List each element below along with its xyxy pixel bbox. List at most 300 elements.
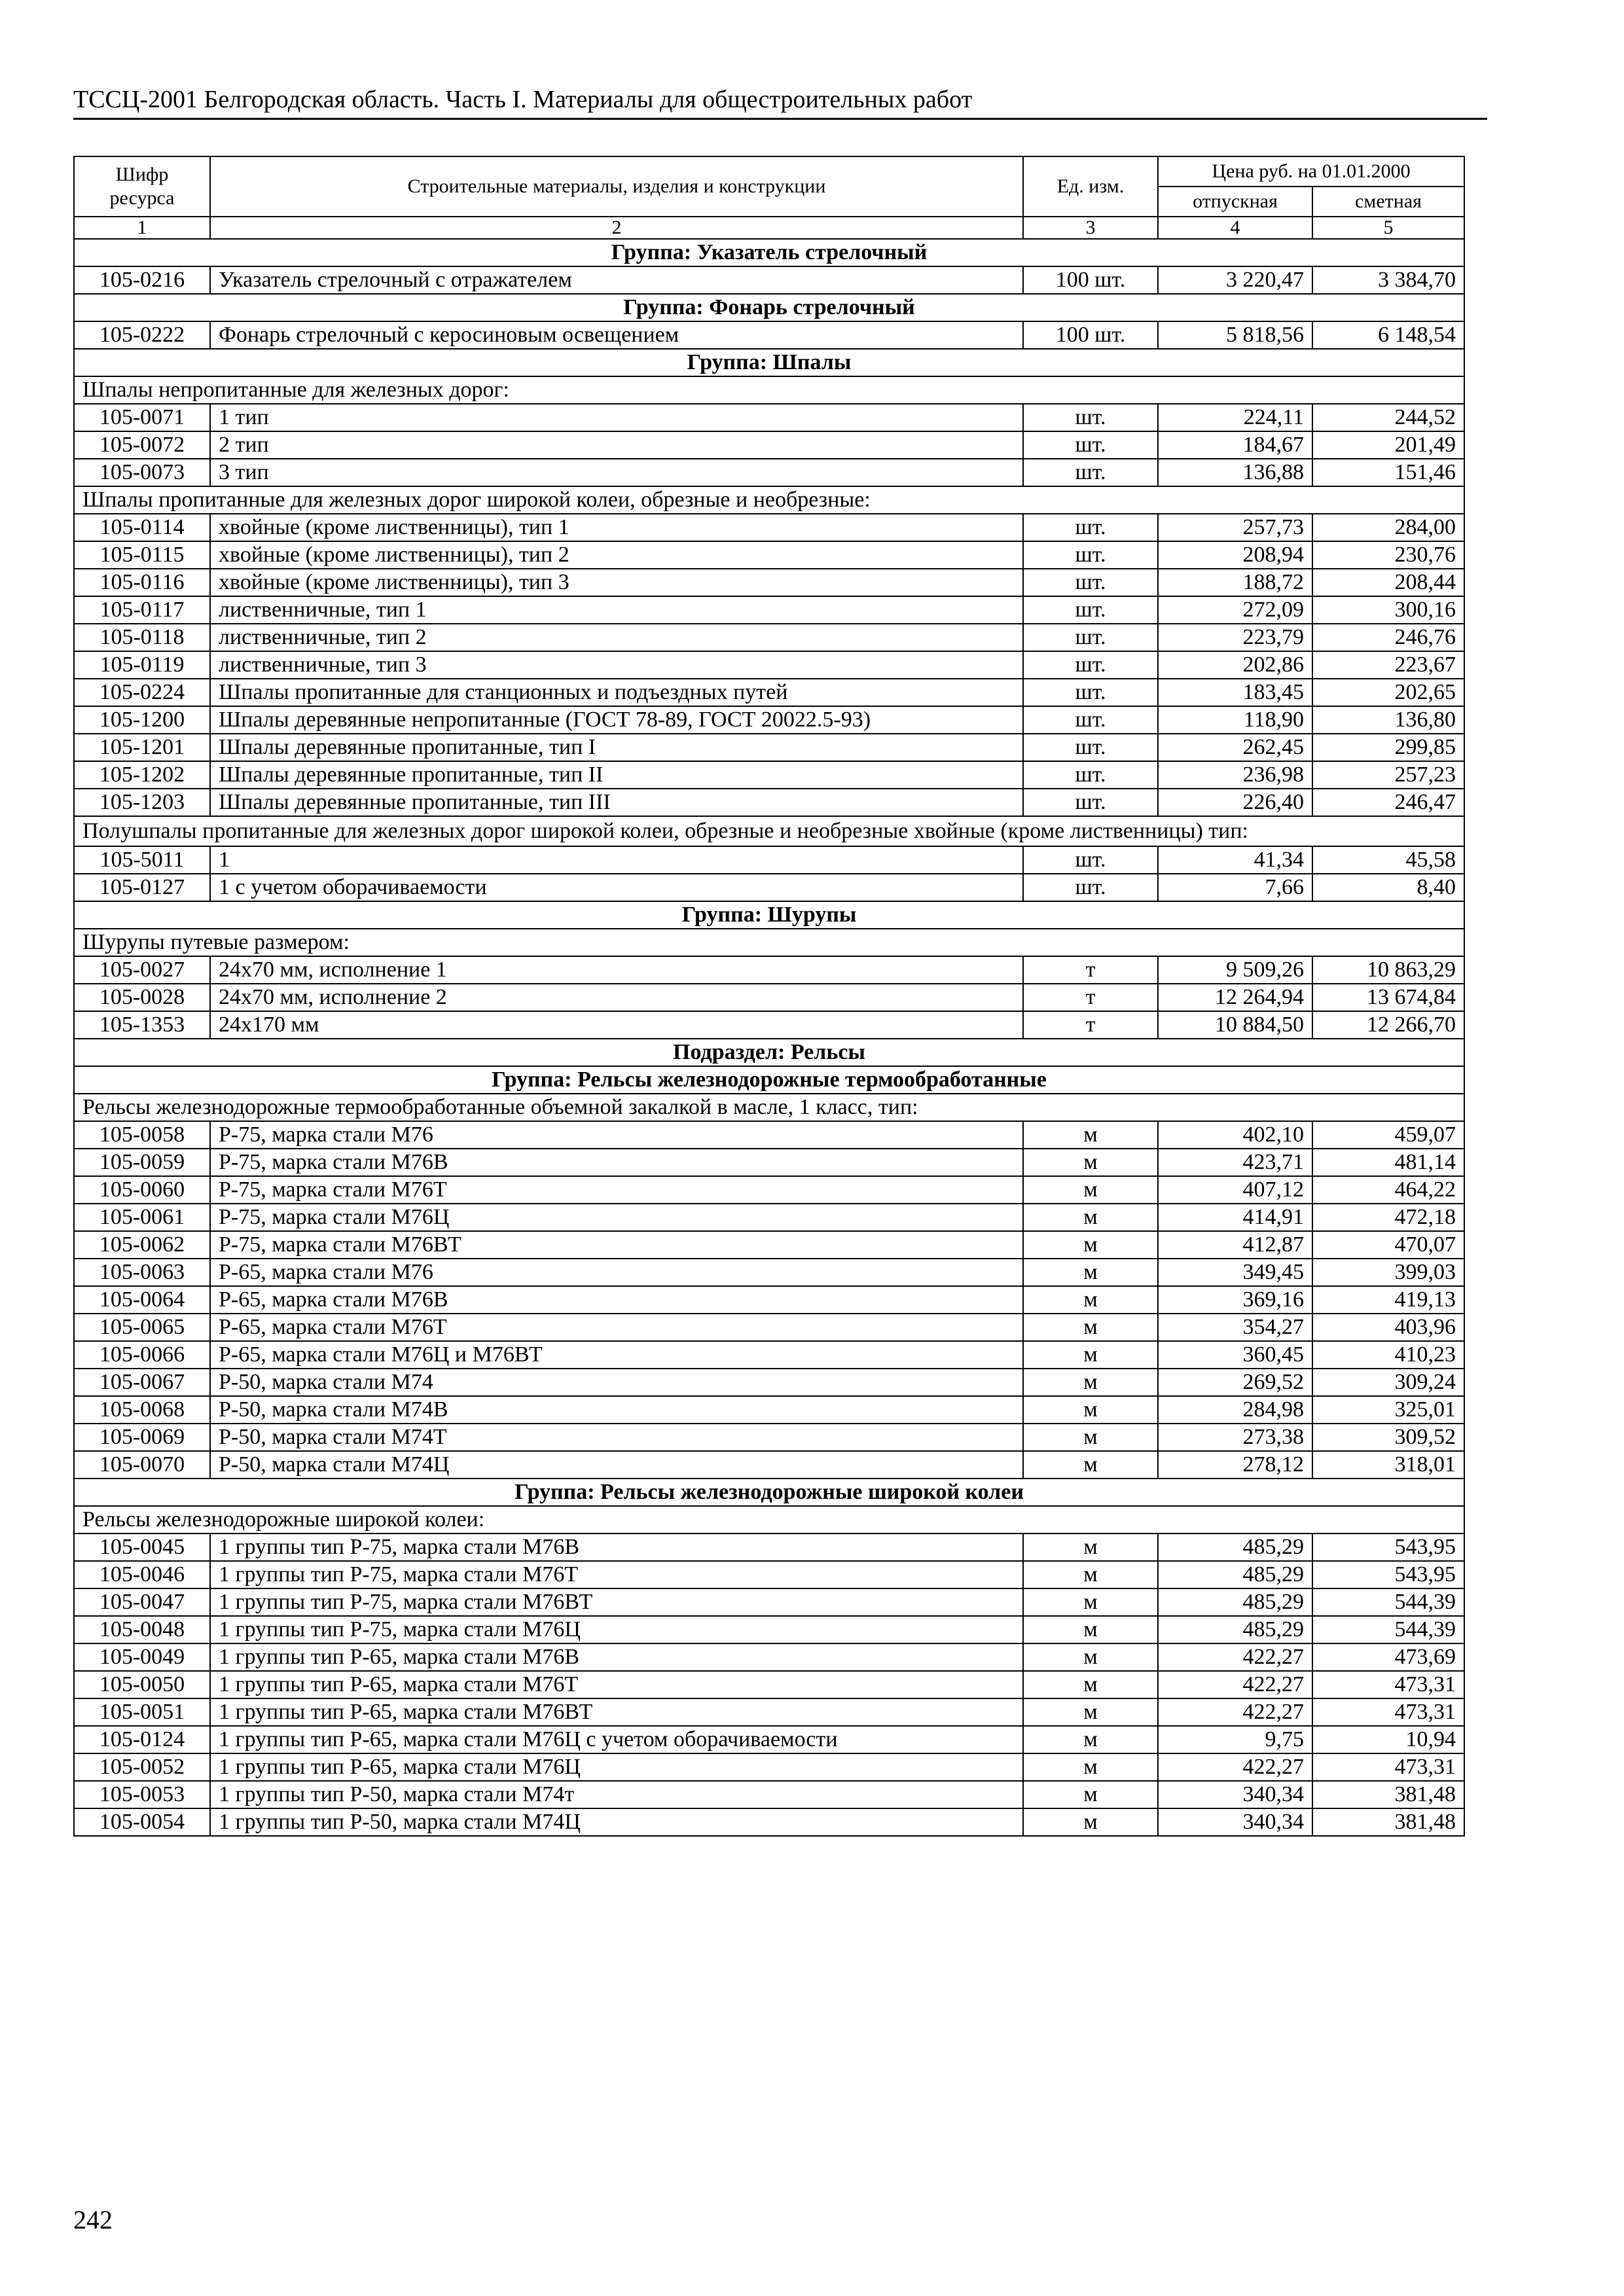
- price-release: 136,88: [1158, 459, 1312, 486]
- table-row: [74, 1588, 1464, 1616]
- header-price-estimate: сметная: [1312, 187, 1464, 217]
- resource-code: 105-0049: [74, 1643, 210, 1671]
- resource-code: 105-0065: [74, 1314, 210, 1341]
- material-name: Р-50, марка стали М74Ц: [210, 1451, 1023, 1479]
- resource-code: 105-0028: [74, 984, 210, 1011]
- price-release: 10 884,50: [1158, 1011, 1312, 1039]
- table-row: [74, 514, 1464, 541]
- material-name: 1 группы тип Р-65, марка стали М76ВТ: [210, 1698, 1023, 1726]
- material-name: 1 группы тип Р-50, марка стали М74Ц: [210, 1808, 1023, 1836]
- table-row: [74, 1121, 1464, 1149]
- price-release: 202,86: [1158, 651, 1312, 679]
- price-release: 269,52: [1158, 1369, 1312, 1396]
- price-estimate: 3 384,70: [1312, 266, 1464, 294]
- unit-of-measure: м: [1023, 1588, 1158, 1616]
- material-name: Фонарь стрелочный с керосиновым освещением: [210, 321, 1023, 349]
- price-estimate: 309,52: [1312, 1424, 1464, 1451]
- unit-of-measure: шт.: [1023, 706, 1158, 734]
- material-name: 1 группы тип Р-75, марка стали М76В: [210, 1534, 1023, 1561]
- price-estimate: 399,03: [1312, 1259, 1464, 1286]
- unit-of-measure: шт.: [1023, 514, 1158, 541]
- price-estimate: 12 266,70: [1312, 1011, 1464, 1039]
- unit-of-measure: м: [1023, 1753, 1158, 1781]
- resource-code: 105-0061: [74, 1204, 210, 1231]
- price-estimate: 544,39: [1312, 1588, 1464, 1616]
- price-estimate: 284,00: [1312, 514, 1464, 541]
- material-name: Р-65, марка стали М76: [210, 1259, 1023, 1286]
- unit-of-measure: шт.: [1023, 874, 1158, 901]
- table-row: [74, 1726, 1464, 1753]
- price-release: 284,98: [1158, 1396, 1312, 1424]
- resource-code: 105-1200: [74, 706, 210, 734]
- header-unit: Ед. изм.: [1023, 156, 1158, 217]
- price-release: 402,10: [1158, 1121, 1312, 1149]
- header-name: Строительные материалы, изделия и конструкции: [210, 156, 1023, 217]
- price-release: 422,27: [1158, 1698, 1312, 1726]
- material-name: лиственничные, тип 1: [210, 596, 1023, 624]
- price-release: 12 264,94: [1158, 984, 1312, 1011]
- resource-code: 105-0068: [74, 1396, 210, 1424]
- resource-code: 105-0224: [74, 679, 210, 706]
- unit-of-measure: т: [1023, 1011, 1158, 1039]
- unit-of-measure: шт.: [1023, 624, 1158, 651]
- material-name: Шпалы деревянные пропитанные, тип II: [210, 761, 1023, 789]
- intro-text: Рельсы железнодорожные термообработанные объемной закалкой в масле, 1 класс, тип:: [74, 1094, 1464, 1121]
- group-title: Группа: Рельсы железнодорожные широкой колеи: [74, 1479, 1464, 1506]
- group-row: [74, 239, 1464, 266]
- price-release: 262,45: [1158, 734, 1312, 761]
- price-release: 257,73: [1158, 514, 1312, 541]
- resource-code: 105-5011: [74, 846, 210, 874]
- price-release: 183,45: [1158, 679, 1312, 706]
- price-release: 423,71: [1158, 1149, 1312, 1176]
- unit-of-measure: м: [1023, 1231, 1158, 1259]
- table-row: [74, 569, 1464, 596]
- unit-of-measure: шт.: [1023, 431, 1158, 459]
- price-release: 369,16: [1158, 1286, 1312, 1314]
- resource-code: 105-0046: [74, 1561, 210, 1588]
- price-release: 349,45: [1158, 1259, 1312, 1286]
- column-number: 5: [1312, 217, 1464, 239]
- price-release: 422,27: [1158, 1643, 1312, 1671]
- material-name: Р-75, марка стали М76В: [210, 1149, 1023, 1176]
- price-estimate: 45,58: [1312, 846, 1464, 874]
- resource-code: 105-0052: [74, 1753, 210, 1781]
- price-release: 41,34: [1158, 846, 1312, 874]
- price-release: 226,40: [1158, 789, 1312, 816]
- unit-of-measure: м: [1023, 1424, 1158, 1451]
- price-release: 272,09: [1158, 596, 1312, 624]
- intro-row: [74, 1094, 1464, 1121]
- subsection-row: [74, 1039, 1464, 1066]
- unit-of-measure: шт.: [1023, 459, 1158, 486]
- price-estimate: 136,80: [1312, 706, 1464, 734]
- page-header-title: ТССЦ-2001 Белгородская область. Часть I. Материалы для общестроительных работ: [73, 86, 973, 113]
- resource-code: 105-0216: [74, 266, 210, 294]
- price-estimate: 300,16: [1312, 596, 1464, 624]
- intro-text: Полушпалы пропитанные для железных дорог широкой колеи, обрезные и необрезные хвойные (кроме лиственницы) тип:: [74, 816, 1464, 846]
- table-row: [74, 1231, 1464, 1259]
- price-estimate: 318,01: [1312, 1451, 1464, 1479]
- group-row: [74, 1479, 1464, 1506]
- unit-of-measure: м: [1023, 1121, 1158, 1149]
- group-row: [74, 294, 1464, 321]
- table-row: [74, 596, 1464, 624]
- material-name: Р-75, марка стали М76Т: [210, 1176, 1023, 1204]
- table-row: [74, 1341, 1464, 1369]
- table-row: [74, 1314, 1464, 1341]
- resource-code: 105-0073: [74, 459, 210, 486]
- material-name: Р-65, марка стали М76Ц и М76ВТ: [210, 1341, 1023, 1369]
- header-price-group: Цена руб. на 01.01.2000: [1158, 156, 1464, 187]
- price-estimate: 8,40: [1312, 874, 1464, 901]
- material-name: Р-50, марка стали М74Т: [210, 1424, 1023, 1451]
- header-price-release: отпускная: [1158, 187, 1312, 217]
- price-release: 414,91: [1158, 1204, 1312, 1231]
- material-name: 24х70 мм, исполнение 1: [210, 956, 1023, 984]
- unit-of-measure: м: [1023, 1534, 1158, 1561]
- table-row: [74, 1534, 1464, 1561]
- price-release: 485,29: [1158, 1588, 1312, 1616]
- material-name: 1 тип: [210, 404, 1023, 431]
- resource-code: 105-0071: [74, 404, 210, 431]
- resource-code: 105-0063: [74, 1259, 210, 1286]
- resource-code: 105-0072: [74, 431, 210, 459]
- table-row: [74, 404, 1464, 431]
- price-estimate: 543,95: [1312, 1534, 1464, 1561]
- material-name: Шпалы деревянные пропитанные, тип III: [210, 789, 1023, 816]
- material-name: Р-65, марка стали М76В: [210, 1286, 1023, 1314]
- column-number: 1: [74, 217, 210, 239]
- price-release: 278,12: [1158, 1451, 1312, 1479]
- price-release: 485,29: [1158, 1534, 1312, 1561]
- resource-code: 105-0115: [74, 541, 210, 569]
- price-release: 340,34: [1158, 1808, 1312, 1836]
- table-row: [74, 431, 1464, 459]
- intro-row: [74, 486, 1464, 514]
- material-name: 1 группы тип Р-65, марка стали М76Ц с учетом оборачиваемости: [210, 1726, 1023, 1753]
- price-estimate: 257,23: [1312, 761, 1464, 789]
- price-estimate: 472,18: [1312, 1204, 1464, 1231]
- table-row: [74, 1424, 1464, 1451]
- resource-code: 105-0047: [74, 1588, 210, 1616]
- price-estimate: 10 863,29: [1312, 956, 1464, 984]
- table-row: [74, 1149, 1464, 1176]
- resource-code: 105-0058: [74, 1121, 210, 1149]
- unit-of-measure: м: [1023, 1616, 1158, 1643]
- price-estimate: 464,22: [1312, 1176, 1464, 1204]
- material-name: 1: [210, 846, 1023, 874]
- table-row: [74, 1698, 1464, 1726]
- unit-of-measure: м: [1023, 1451, 1158, 1479]
- unit-of-measure: м: [1023, 1314, 1158, 1341]
- unit-of-measure: м: [1023, 1286, 1158, 1314]
- resource-code: 105-1203: [74, 789, 210, 816]
- page-number: 242: [73, 2205, 113, 2234]
- price-estimate: 13 674,84: [1312, 984, 1464, 1011]
- table-row: [74, 956, 1464, 984]
- resource-code: 105-0053: [74, 1781, 210, 1808]
- unit-of-measure: 100 шт.: [1023, 321, 1158, 349]
- unit-of-measure: шт.: [1023, 679, 1158, 706]
- group-row: [74, 1066, 1464, 1094]
- material-name: хвойные (кроме лиственницы), тип 2: [210, 541, 1023, 569]
- price-estimate: 309,24: [1312, 1369, 1464, 1396]
- price-release: 422,27: [1158, 1753, 1312, 1781]
- table-row: [74, 1808, 1464, 1836]
- price-release: 273,38: [1158, 1424, 1312, 1451]
- resource-code: 105-0069: [74, 1424, 210, 1451]
- price-estimate: 202,65: [1312, 679, 1464, 706]
- table-body: [74, 239, 1464, 1836]
- price-estimate: 459,07: [1312, 1121, 1464, 1149]
- unit-of-measure: шт.: [1023, 846, 1158, 874]
- resource-code: 105-0051: [74, 1698, 210, 1726]
- material-name: Шпалы пропитанные для станционных и подъездных путей: [210, 679, 1023, 706]
- price-estimate: 473,69: [1312, 1643, 1464, 1671]
- price-release: 5 818,56: [1158, 321, 1312, 349]
- table-row: [74, 789, 1464, 816]
- column-number: 3: [1023, 217, 1158, 239]
- price-estimate: 223,67: [1312, 651, 1464, 679]
- table-row: [74, 1204, 1464, 1231]
- unit-of-measure: т: [1023, 956, 1158, 984]
- resource-code: 105-0050: [74, 1671, 210, 1698]
- material-name: лиственничные, тип 3: [210, 651, 1023, 679]
- resource-code: 105-1202: [74, 761, 210, 789]
- table-row: [74, 459, 1464, 486]
- price-estimate: 481,14: [1312, 1149, 1464, 1176]
- price-release: 9,75: [1158, 1726, 1312, 1753]
- resource-code: 105-0127: [74, 874, 210, 901]
- price-release: 236,98: [1158, 761, 1312, 789]
- price-release: 224,11: [1158, 404, 1312, 431]
- price-estimate: 403,96: [1312, 1314, 1464, 1341]
- table-row: [74, 984, 1464, 1011]
- table-row: [74, 761, 1464, 789]
- intro-row: [74, 929, 1464, 956]
- price-release: 188,72: [1158, 569, 1312, 596]
- unit-of-measure: м: [1023, 1176, 1158, 1204]
- price-estimate: 244,52: [1312, 404, 1464, 431]
- resource-code: 105-0054: [74, 1808, 210, 1836]
- price-estimate: 543,95: [1312, 1561, 1464, 1588]
- resource-code: 105-0070: [74, 1451, 210, 1479]
- unit-of-measure: м: [1023, 1698, 1158, 1726]
- group-title: Группа: Рельсы железнодорожные термообработанные: [74, 1066, 1464, 1094]
- material-name: 1 группы тип Р-75, марка стали М76Ц: [210, 1616, 1023, 1643]
- material-name: 3 тип: [210, 459, 1023, 486]
- unit-of-measure: шт.: [1023, 404, 1158, 431]
- price-estimate: 381,48: [1312, 1808, 1464, 1836]
- intro-row: [74, 1506, 1464, 1534]
- price-estimate: 201,49: [1312, 431, 1464, 459]
- material-name: Р-65, марка стали М76Т: [210, 1314, 1023, 1341]
- price-estimate: 470,07: [1312, 1231, 1464, 1259]
- price-estimate: 419,13: [1312, 1286, 1464, 1314]
- price-estimate: 544,39: [1312, 1616, 1464, 1643]
- table-row: [74, 1643, 1464, 1671]
- material-name: 1 группы тип Р-75, марка стали М76Т: [210, 1561, 1023, 1588]
- resource-code: 105-0117: [74, 596, 210, 624]
- table-row: [74, 1259, 1464, 1286]
- material-name: Указатель стрелочный с отражателем: [210, 266, 1023, 294]
- price-release: 407,12: [1158, 1176, 1312, 1204]
- unit-of-measure: м: [1023, 1561, 1158, 1588]
- header-code: Шифр ресурса: [74, 156, 210, 217]
- unit-of-measure: шт.: [1023, 569, 1158, 596]
- resource-code: 105-0222: [74, 321, 210, 349]
- price-release: 223,79: [1158, 624, 1312, 651]
- table-row: [74, 846, 1464, 874]
- material-name: хвойные (кроме лиственницы), тип 1: [210, 514, 1023, 541]
- price-release: 9 509,26: [1158, 956, 1312, 984]
- table-row: [74, 1671, 1464, 1698]
- unit-of-measure: 100 шт.: [1023, 266, 1158, 294]
- resource-code: 105-0116: [74, 569, 210, 596]
- table-row: [74, 321, 1464, 349]
- price-estimate: 6 148,54: [1312, 321, 1464, 349]
- unit-of-measure: м: [1023, 1204, 1158, 1231]
- material-name: 1 группы тип Р-50, марка стали М74т: [210, 1781, 1023, 1808]
- table-row: [74, 1616, 1464, 1643]
- unit-of-measure: м: [1023, 1781, 1158, 1808]
- price-release: 118,90: [1158, 706, 1312, 734]
- table-row: [74, 734, 1464, 761]
- material-name: 24х170 мм: [210, 1011, 1023, 1039]
- group-title: Группа: Фонарь стрелочный: [74, 294, 1464, 321]
- unit-of-measure: м: [1023, 1259, 1158, 1286]
- unit-of-measure: шт.: [1023, 734, 1158, 761]
- price-release: 3 220,47: [1158, 266, 1312, 294]
- intro-row: [74, 376, 1464, 404]
- table-row: [74, 706, 1464, 734]
- material-name: 1 группы тип Р-65, марка стали М76Т: [210, 1671, 1023, 1698]
- table-row: [74, 1451, 1464, 1479]
- material-name: 1 группы тип Р-65, марка стали М76В: [210, 1643, 1023, 1671]
- resource-code: 105-0064: [74, 1286, 210, 1314]
- table-row: [74, 1011, 1464, 1039]
- resource-code: 105-0048: [74, 1616, 210, 1643]
- unit-of-measure: м: [1023, 1726, 1158, 1753]
- material-name: Р-50, марка стали М74: [210, 1369, 1023, 1396]
- price-estimate: 410,23: [1312, 1341, 1464, 1369]
- price-estimate: 473,31: [1312, 1698, 1464, 1726]
- table-row: [74, 1753, 1464, 1781]
- group-row: [74, 349, 1464, 376]
- resource-code: 105-0060: [74, 1176, 210, 1204]
- price-estimate: 473,31: [1312, 1671, 1464, 1698]
- price-release: 485,29: [1158, 1616, 1312, 1643]
- unit-of-measure: шт.: [1023, 651, 1158, 679]
- material-name: Р-75, марка стали М76Ц: [210, 1204, 1023, 1231]
- group-title: Группа: Шурупы: [74, 901, 1464, 929]
- material-name: 24х70 мм, исполнение 2: [210, 984, 1023, 1011]
- unit-of-measure: шт.: [1023, 596, 1158, 624]
- resource-code: 105-0124: [74, 1726, 210, 1753]
- material-name: 1 группы тип Р-75, марка стали М76ВТ: [210, 1588, 1023, 1616]
- material-name: Шпалы деревянные непропитанные (ГОСТ 78-89, ГОСТ 20022.5-93): [210, 706, 1023, 734]
- table-row: [74, 1369, 1464, 1396]
- unit-of-measure: м: [1023, 1396, 1158, 1424]
- price-release: 208,94: [1158, 541, 1312, 569]
- table-row: [74, 1286, 1464, 1314]
- price-release: 485,29: [1158, 1561, 1312, 1588]
- table-row: [74, 679, 1464, 706]
- table-row: [74, 1781, 1464, 1808]
- resource-code: 105-0045: [74, 1534, 210, 1561]
- table-row: [74, 1561, 1464, 1588]
- unit-of-measure: м: [1023, 1341, 1158, 1369]
- price-estimate: 299,85: [1312, 734, 1464, 761]
- resource-code: 105-0062: [74, 1231, 210, 1259]
- material-name: Шпалы деревянные пропитанные, тип I: [210, 734, 1023, 761]
- resource-code: 105-0114: [74, 514, 210, 541]
- intro-row: [74, 816, 1464, 846]
- unit-of-measure: шт.: [1023, 789, 1158, 816]
- unit-of-measure: м: [1023, 1808, 1158, 1836]
- unit-of-measure: м: [1023, 1149, 1158, 1176]
- price-release: 422,27: [1158, 1671, 1312, 1698]
- intro-text: Рельсы железнодорожные широкой колеи:: [74, 1506, 1464, 1534]
- material-name: Р-75, марка стали М76ВТ: [210, 1231, 1023, 1259]
- table-header: [74, 156, 1464, 239]
- header-rule: [73, 118, 1487, 120]
- material-name: 1 группы тип Р-65, марка стали М76Ц: [210, 1753, 1023, 1781]
- price-estimate: 10,94: [1312, 1726, 1464, 1753]
- table-row: [74, 624, 1464, 651]
- intro-text: Шпалы пропитанные для железных дорог широкой колеи, обрезные и необрезные:: [74, 486, 1464, 514]
- material-name: хвойные (кроме лиственницы), тип 3: [210, 569, 1023, 596]
- price-release: 360,45: [1158, 1341, 1312, 1369]
- unit-of-measure: м: [1023, 1369, 1158, 1396]
- price-estimate: 381,48: [1312, 1781, 1464, 1808]
- table-row: [74, 651, 1464, 679]
- resource-code: 105-0066: [74, 1341, 210, 1369]
- table-row: [74, 1176, 1464, 1204]
- column-number: 4: [1158, 217, 1312, 239]
- resource-code: 105-0118: [74, 624, 210, 651]
- resource-code: 105-0027: [74, 956, 210, 984]
- unit-of-measure: м: [1023, 1671, 1158, 1698]
- unit-of-measure: шт.: [1023, 541, 1158, 569]
- price-release: 7,66: [1158, 874, 1312, 901]
- material-name: Р-75, марка стали М76: [210, 1121, 1023, 1149]
- resource-code: 105-0067: [74, 1369, 210, 1396]
- material-name: 1 с учетом оборачиваемости: [210, 874, 1023, 901]
- table-row: [74, 874, 1464, 901]
- price-table: [73, 156, 1465, 1837]
- unit-of-measure: т: [1023, 984, 1158, 1011]
- material-name: 2 тип: [210, 431, 1023, 459]
- intro-text: Шпалы непропитанные для железных дорог:: [74, 376, 1464, 404]
- price-release: 340,34: [1158, 1781, 1312, 1808]
- resource-code: 105-0119: [74, 651, 210, 679]
- price-estimate: 246,76: [1312, 624, 1464, 651]
- price-release: 354,27: [1158, 1314, 1312, 1341]
- material-name: лиственничные, тип 2: [210, 624, 1023, 651]
- intro-text: Шурупы путевые размером:: [74, 929, 1464, 956]
- resource-code: 105-1201: [74, 734, 210, 761]
- price-estimate: 246,47: [1312, 789, 1464, 816]
- group-title: Группа: Указатель стрелочный: [74, 239, 1464, 266]
- column-number: 2: [210, 217, 1023, 239]
- group-title: Группа: Шпалы: [74, 349, 1464, 376]
- table-row: [74, 1396, 1464, 1424]
- table-row: [74, 541, 1464, 569]
- price-estimate: 151,46: [1312, 459, 1464, 486]
- price-estimate: 208,44: [1312, 569, 1464, 596]
